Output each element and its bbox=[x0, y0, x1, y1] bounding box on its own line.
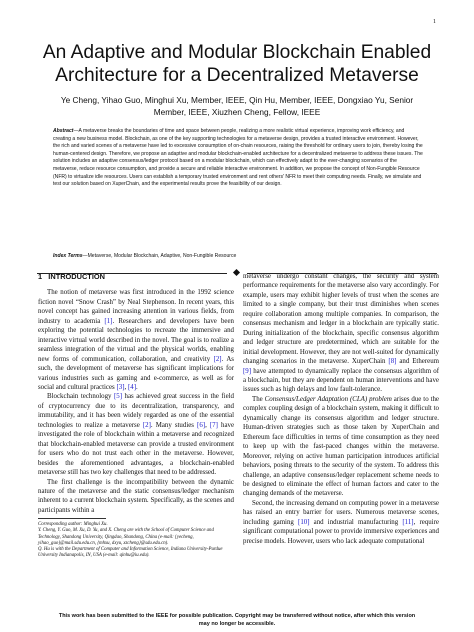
authors-line-1: Ye Cheng, Yihao Guo, Minghui Xu, Member, IEEE, Qin Hu, Member, IEEE, Dongxiao Yu, Senior bbox=[60, 95, 414, 105]
submission-notice bbox=[38, 612, 436, 628]
authors-line-2: Member, IEEE, Xiuzhen Cheng, Fellow, IEEE bbox=[153, 106, 321, 117]
citation-link[interactable]: [2] bbox=[142, 421, 151, 429]
abstract-label: Abstract bbox=[53, 128, 74, 134]
footnote-rule bbox=[38, 518, 106, 519]
section-title: INTRODUCTION bbox=[48, 272, 105, 281]
citation-link[interactable]: [2] bbox=[213, 355, 222, 363]
citation-link[interactable]: [8] bbox=[388, 358, 397, 366]
intro-paragraph-2: Blockchain technology [5] has achieved great success in the field of cryptocurrency due to its decentralization, transparency, and immutability, and it has been widely regarded as one of the essential technologies to realize a metaverse [2]. Many studies [6], [7] have investigated the role of blockchain within a metaverse and recognized that blockchain-enabled metaverse can provide a trusted environment for users who do not trust each other in the metaverse. However, besides the aforementioned advantages, a blockchain-enabled metaverse still has two key challenges that need to be addressed. bbox=[38, 393, 235, 477]
footnote-affiliation-iupui: Q. Hu is with the Department of Computer and Information Science, Indiana University-Purdue University Indianapolis, IN, USA (e-mail: qinhu@iu.edu). bbox=[38, 547, 223, 559]
footnote-corresponding-author: Corresponding author: Minghui Xu. bbox=[38, 521, 108, 527]
right-paragraph-1: metaverse undergo constant changes, the security and system performance requirements for the metaverse also vary accordingly. For example, users may exhibit higher levels of trust when the scenes are limited to a single company, but their trust diminishes when scenes require collaboration among multiple companies. In comparison, the consensus mechanism and ledger in a blockchain are typically static. During initialization of the blockchain, specific consensus algorithm and ledger structure are predetermined, which are suitable for the initial development. However, they are not well-suited for dynamically changing scenarios in the metaverse. XuperChain [8] and Ethereum [9] have attempted to dynamically replace the consensus algorithm of a blockchain, but they are dependent on human interventions and have issues such as high delays and low fault-tolerance. bbox=[243, 273, 440, 394]
citation-link[interactable]: [10] bbox=[298, 518, 310, 526]
left-column bbox=[38, 272, 234, 560]
title-line-1: An Adaptive and Modular Blockchain Enabled bbox=[42, 42, 432, 63]
paper-title bbox=[20, 41, 454, 87]
right-column bbox=[243, 272, 439, 546]
footer-line-2: may no longer be accessible. bbox=[198, 621, 276, 627]
abstract-text: —A metaverse breaks the boundaries of time and space between people, realizing a more realistic virtual experience, improving work efficiency, and creating a new business model. Blockchain, as one of the key supporting technologies for a metaverse design, provides a trusted interactive environment. However, the rich and varied scenes of a metaverse have led to excessive consumption of on-chain resources, raising the threshold for ordinary users to join, thereby losing the human-centered design. Therefore, we propose an adaptive and modular blockchain-enabled architecture for a decentralized metaverse to address these issues. The solution includes an adaptive consensus/ledger protocol based on a modular blockchain, which can effectively adapt to the ever-changing scenarios of the metaverse, reduce resource consumption, and provide a secure and reliable interactive environment. In addition, we propose the concept of Non-Fungible Resource (NFR) to virtualize idle resources. Users can establish a temporary trusted environment and rent others' NFR to meet their computing needs. Finally, we simulate and test our solution based on XuperChain, and the experimental results prove the feasibility of our design. bbox=[53, 128, 423, 188]
page-number: 1 bbox=[433, 19, 436, 25]
index-terms-label: Index Terms bbox=[53, 253, 83, 259]
citation-link[interactable]: [1] bbox=[104, 317, 113, 325]
title-line-2: Architecture for a Decentralized Metaverse bbox=[55, 65, 419, 86]
section-heading bbox=[38, 272, 234, 281]
footer-line-1: This work has been submitted to the IEEE for possible publication. Copyright may be transferred without notice, after which this version bbox=[58, 613, 416, 619]
index-terms bbox=[53, 253, 423, 260]
citation-link[interactable]: [4] bbox=[127, 383, 136, 391]
citation-link[interactable]: [6] bbox=[197, 421, 206, 429]
cla-problem-term: Consensus/Ledger Adaptation (CLA) problem bbox=[264, 395, 392, 403]
citation-link[interactable]: [5] bbox=[113, 393, 123, 401]
intro-paragraph-1: The notion of metaverse was first introduced in the 1992 science fiction novel “Snow Crash” by Neal Stephenson. In recent years, this novel concept has gained increasing attention in various fields, from industry to academia [1]. Researchers and developers have been exploring the potential technologies to recreate the immersive and interactive virtual world described in the novel. The goal is to realize a seamless integration of the virtual and the physical worlds, enabling new forms of communication, collaboration, and creativity [2]. As such, the development of metaverse has significant implications for various industries such as gaming and e-commerce, as well as for social and cultural practices [3], [4]. bbox=[38, 289, 234, 391]
citation-link[interactable]: [9] bbox=[243, 367, 252, 375]
section-number: 1 bbox=[38, 272, 43, 281]
citation-link[interactable]: [11] bbox=[402, 518, 414, 526]
right-paragraph-2: The Consensus/Ledger Adaptation (CLA) problem arises due to the complex coupling design of a blockchain system, making it difficult to dynamically change its consensus algorithm and ledger structure. Human-driven strategies such as those taken by XuperChain and Ethereum face difficulties in terms of time consumption as they need to keep up with the fast-paced changes within the metaverse. Moreover, relying on active human participation introduces artificial behaviors, posing threats to the security of the system. To address this challenge, an adaptive consensus/ledger replacement scheme needs to be designed to eliminate the effect of human factors and cater to the changing demands of the metaverse. bbox=[243, 395, 439, 498]
index-terms-text: —Metaverse, Modular Blockchain, Adaptive, Non-Fungible Resource bbox=[82, 253, 237, 259]
citation-link[interactable]: [3] bbox=[116, 383, 125, 391]
footnotes bbox=[38, 522, 234, 560]
citation-link[interactable]: [7] bbox=[209, 421, 218, 429]
abstract bbox=[53, 128, 423, 189]
footnote-affiliation-sdu: Y. Cheng, Y. Guo, M. Xu, D. Yu, and X. Cheng are with the School of Computer Science and Technology, Shandong University, Qingdao, Shandong, China (e-mail: {yecheng, yihao_guo}@mail.sdu.edu.cn, {mhxu, dxyu, xzcheng}@sdu.edu.cn). bbox=[38, 528, 214, 546]
author-list bbox=[40, 95, 434, 118]
diamond-icon bbox=[233, 269, 240, 276]
intro-paragraph-3: The first challenge is the incompatibility between the dynamic nature of the metaverse and the static consensus/ledger mechanism inherent to a current blockchain system. Specifically, as the scenes and participants within a bbox=[38, 478, 234, 514]
right-paragraph-3: Second, the increasing demand on computing power in a metaverse has raised an entry barrier for users. Numerous metaverse scenes, including gaming [10] and industrial manufacturing [11], require significant computational power to provide immersive experiences and precise models. However, users who lack adequate computational bbox=[243, 499, 439, 545]
